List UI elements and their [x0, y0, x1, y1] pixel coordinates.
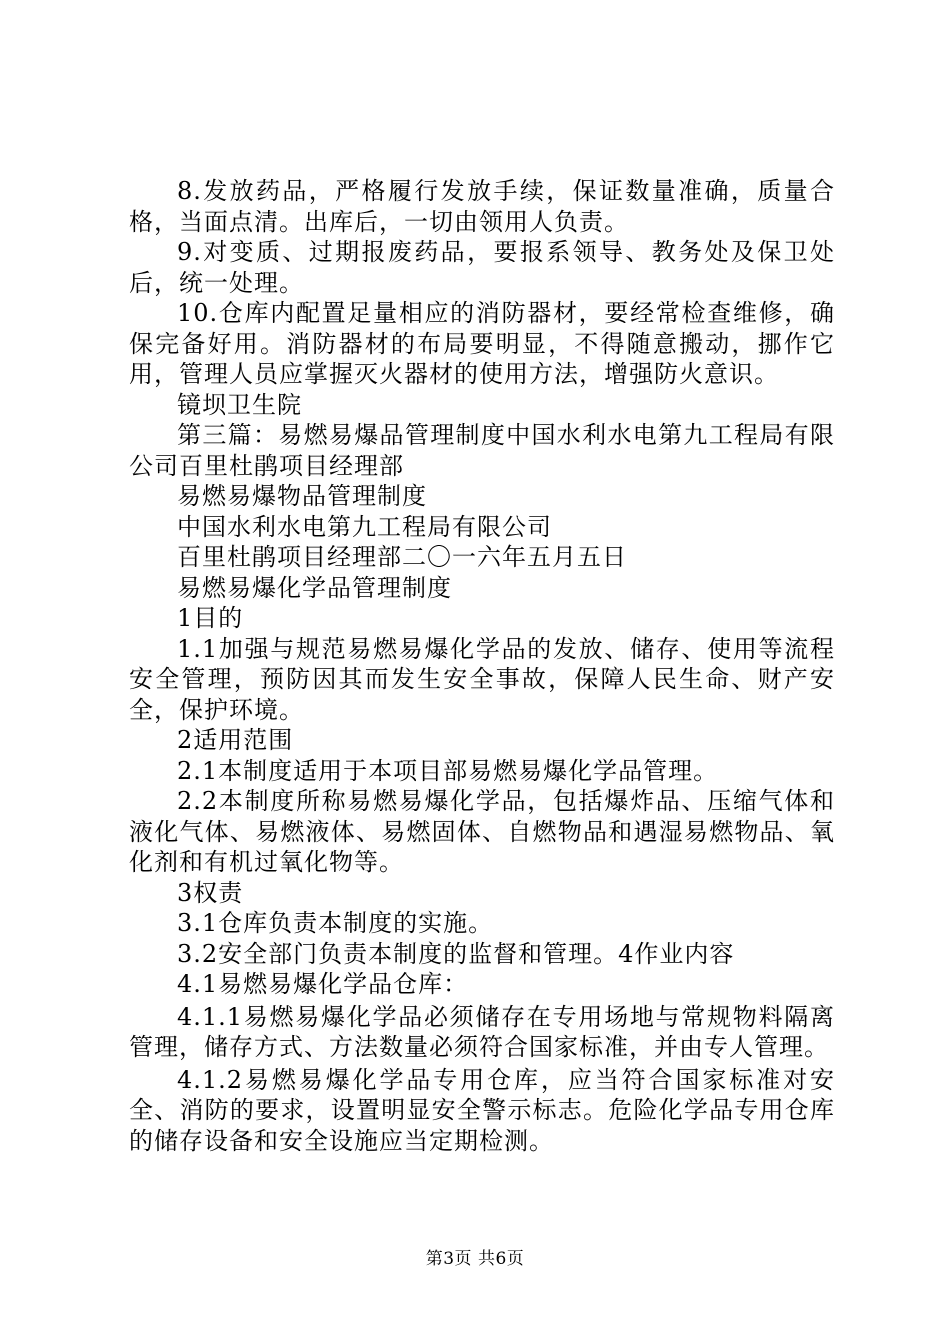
paragraph-department-date: 百里杜鹃项目经理部二〇一六年五月五日 [177, 543, 627, 571]
paragraph-signature-hospital: 镜坝卫生院 [177, 390, 302, 419]
section-2-heading: 2适用范围 [177, 726, 294, 754]
section-1-1: 1.1加强与规范易燃易爆化学品的发放、储存、使用等流程安全管理，预防因其而发生安全事故，保障人民生命、财产安全，保护环境。 [129, 634, 835, 724]
paragraph-part-three-title: 第三篇：易燃易爆品管理制度中国水利水电第九工程局有限公司百里杜鹃项目经理部 [129, 421, 835, 480]
page-number-footer: 第3页 共6页 [425, 1249, 525, 1269]
paragraph-company: 中国水利水电第九工程局有限公司 [177, 512, 552, 541]
section-3-1: 3.1仓库负责本制度的实施。 [177, 909, 494, 937]
section-4-1-1: 4.1.1易燃易爆化学品必须储存在专用场地与常规物料隔离管理，储存方式、方法数量必须符合国家标准，并由专人管理。 [129, 1002, 835, 1061]
paragraph-8-dispense: 8.发放药品，严格履行发放手续，保证数量准确，质量合格，当面点清。出库后，一切由领用人负责。 [129, 177, 835, 236]
paragraph-9-expired: 9.对变质、过期报废药品，要报系领导、教务处及保卫处后，统一处理。 [129, 238, 835, 297]
section-2-1: 2.1本制度适用于本项目部易燃易爆化学品管理。 [177, 756, 719, 785]
section-1-heading: 1目的 [177, 604, 244, 632]
section-4-1-2: 4.1.2易燃易爆化学品专用仓库，应当符合国家标准对安全、消防的要求，设置明显安全警示标志。危险化学品专用仓库的储存设备和安全设施应当定期检测。 [129, 1065, 835, 1155]
section-3-heading: 3权责 [177, 878, 244, 907]
paragraph-system-title: 易燃易爆物品管理制度 [177, 482, 427, 510]
paragraph-chemical-system-title: 易燃易爆化学品管理制度 [177, 573, 452, 602]
section-4-1: 4.1易燃易爆化学品仓库： [177, 970, 469, 998]
section-2-2: 2.2本制度所称易燃易爆化学品，包括爆炸品、压缩气体和液化气体、易燃液体、易燃固体、自燃物品和遇湿易燃物品、氧化剂和有机过氧化物等。 [129, 787, 835, 876]
paragraph-10-fire-equipment: 10.仓库内配置足量相应的消防器材，要经常检查维修，确保完备好用。消防器材的布局要明显，不得随意搬动，挪作它用，管理人员应掌握灭火器材的使用方法，增强防火意识。 [129, 299, 835, 388]
section-3-2: 3.2安全部门负责本制度的监督和管理。4作业内容 [177, 939, 735, 968]
document-body [129, 176, 835, 1156]
